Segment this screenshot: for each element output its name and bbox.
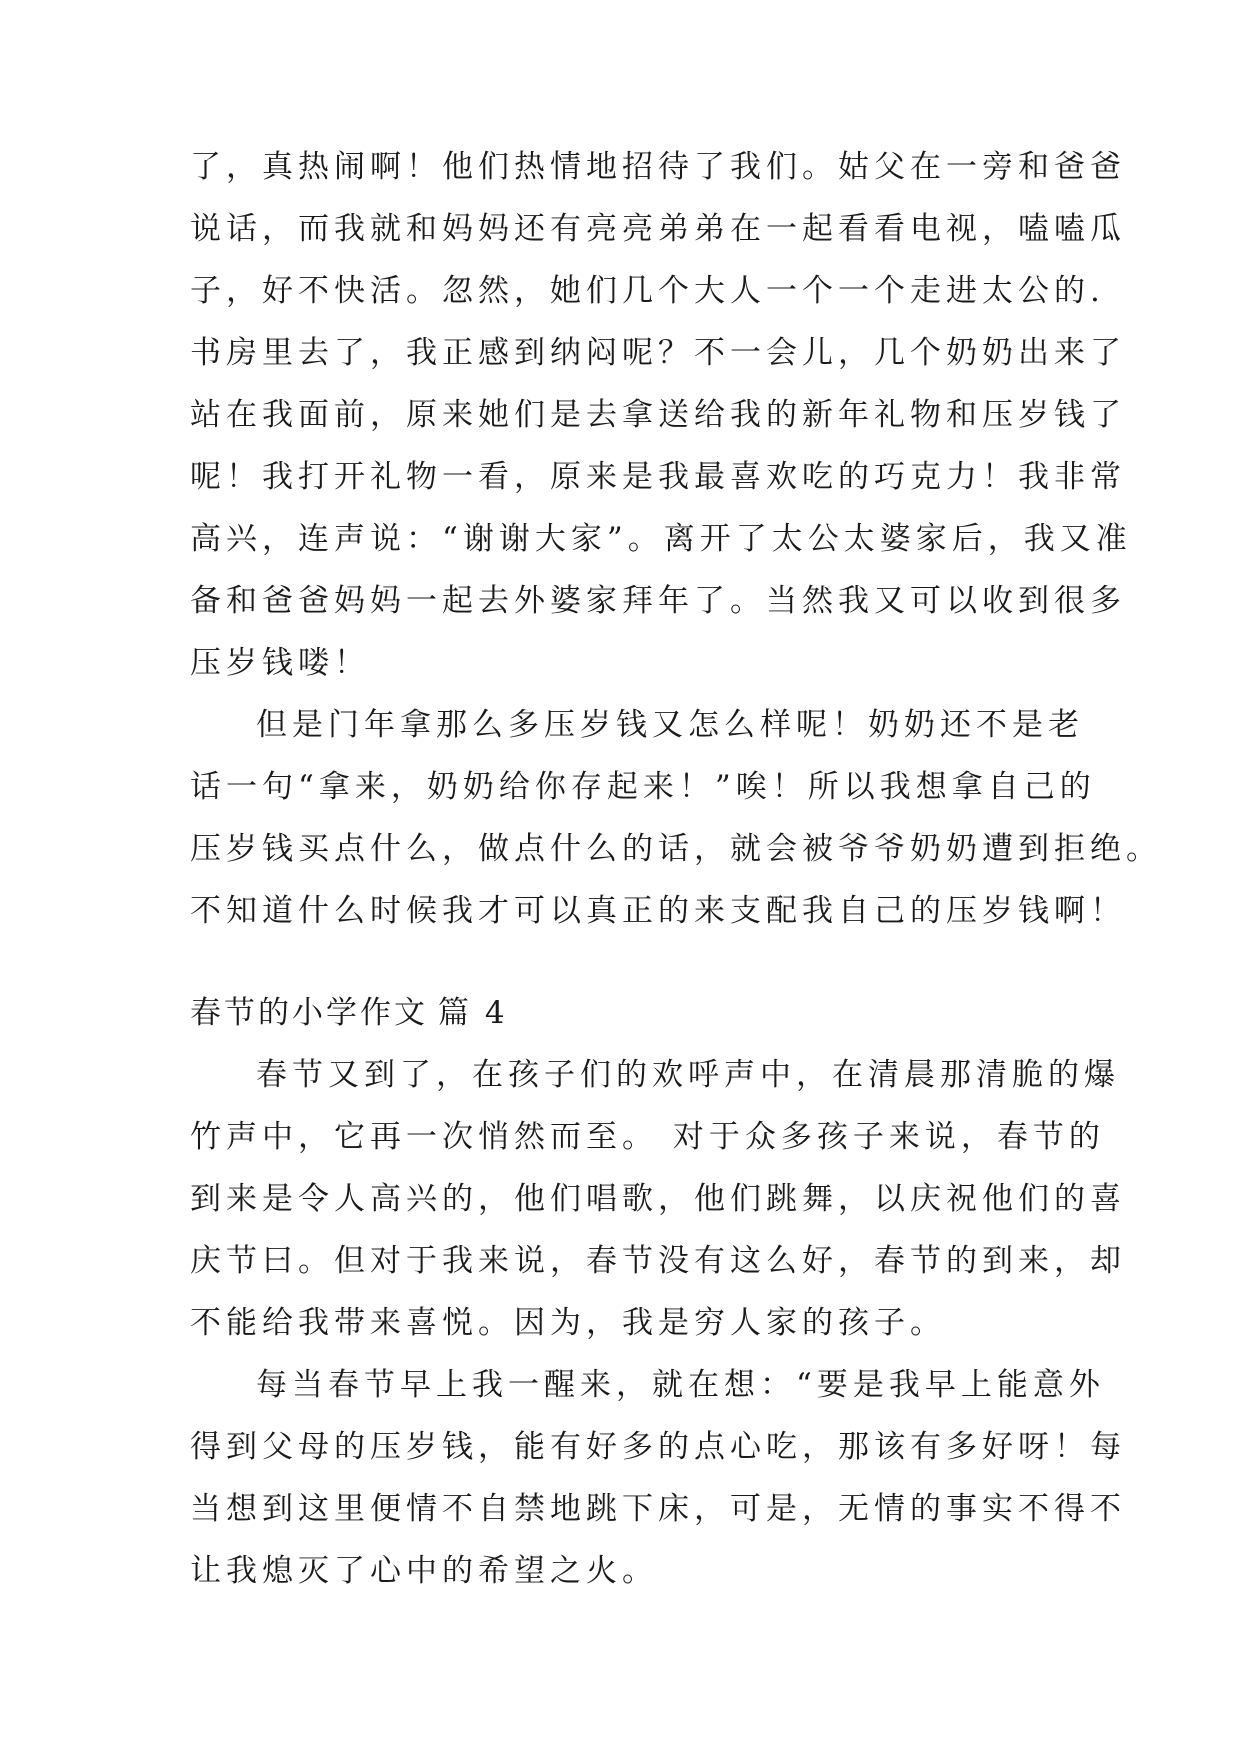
paragraph-2 xyxy=(190,694,1162,942)
text-line: 压岁钱喽！ xyxy=(190,645,370,681)
text-line: 当想到这里便情不自禁地跳下床，可是，无情的事实不得不 xyxy=(190,1491,1126,1527)
text-line: 站在我面前，原来她们是去拿送给我的新年礼物和压岁钱了 xyxy=(190,397,1126,433)
section-heading xyxy=(190,982,1090,1044)
text-line: 说话，而我就和妈妈还有亮亮弟弟在一起看看电视，嗑嗑瓜 xyxy=(190,211,1126,247)
text-line: 到来是令人高兴的，他们唱歌，他们跳舞，以庆祝他们的喜 xyxy=(190,1181,1126,1217)
paragraph-4 xyxy=(190,1354,1126,1602)
section-number: 篇 4 xyxy=(438,995,508,1031)
text-line: 压岁钱买点什么，做点什么的话，就会被爷爷奶奶遭到拒绝。 xyxy=(190,831,1162,867)
text-line: 得到父母的压岁钱，能有好多的点心吃，那该有多好呀！每 xyxy=(190,1429,1126,1465)
paragraph-3 xyxy=(190,1044,1126,1354)
text-line: 让我熄灭了心中的希望之火。 xyxy=(190,1553,658,1589)
text-line: 但是门年拿那么多压岁钱又怎么样呢！奶奶还不是老 xyxy=(256,707,1084,743)
text-line: 不知道什么时候我才可以真正的来支配我自己的压岁钱啊！ xyxy=(190,893,1126,929)
text-line: 每当春节早上我一醒来，就在想：“要是我早上能意外 xyxy=(256,1367,1105,1403)
text-line: 书房里去了，我正感到纳闷呢？不一会儿，几个奶奶出来了 xyxy=(190,335,1126,371)
text-line: 子，好不快活。忽然，她们几个大人一个一个走进太公的. xyxy=(190,273,1105,309)
text-line: 不能给我带来喜悦。因为，我是穷人家的孩子。 xyxy=(190,1305,946,1341)
section-title: 春节的小学作文 xyxy=(190,995,428,1031)
text-line: 呢！我打开礼物一看，原来是我最喜欢吃的巧克力！我非常 xyxy=(190,459,1126,495)
document-body xyxy=(190,136,1162,1602)
text-line: 竹声中，它再一次悄然而至。 对于众多孩子来说，春节的 xyxy=(190,1119,1105,1155)
paragraph-1 xyxy=(190,136,1132,694)
text-line: 高兴，连声说：“谢谢大家”。离开了太公太婆家后，我又准 xyxy=(190,521,1132,557)
text-line: 了，真热闹啊！他们热情地招待了我们。姑父在一旁和爸爸 xyxy=(190,149,1126,185)
text-line: 话一句“拿来，奶奶给你存起来！”唉！所以我想拿自己的 xyxy=(190,769,1096,805)
text-line: 春节又到了，在孩子们的欢呼声中，在清晨那清脆的爆 xyxy=(256,1057,1120,1093)
text-line: 庆节曰。但对于我来说，春节没有这么好，春节的到来，却 xyxy=(190,1243,1126,1279)
text-line: 备和爸爸妈妈一起去外婆家拜年了。当然我又可以收到很多 xyxy=(190,583,1126,619)
